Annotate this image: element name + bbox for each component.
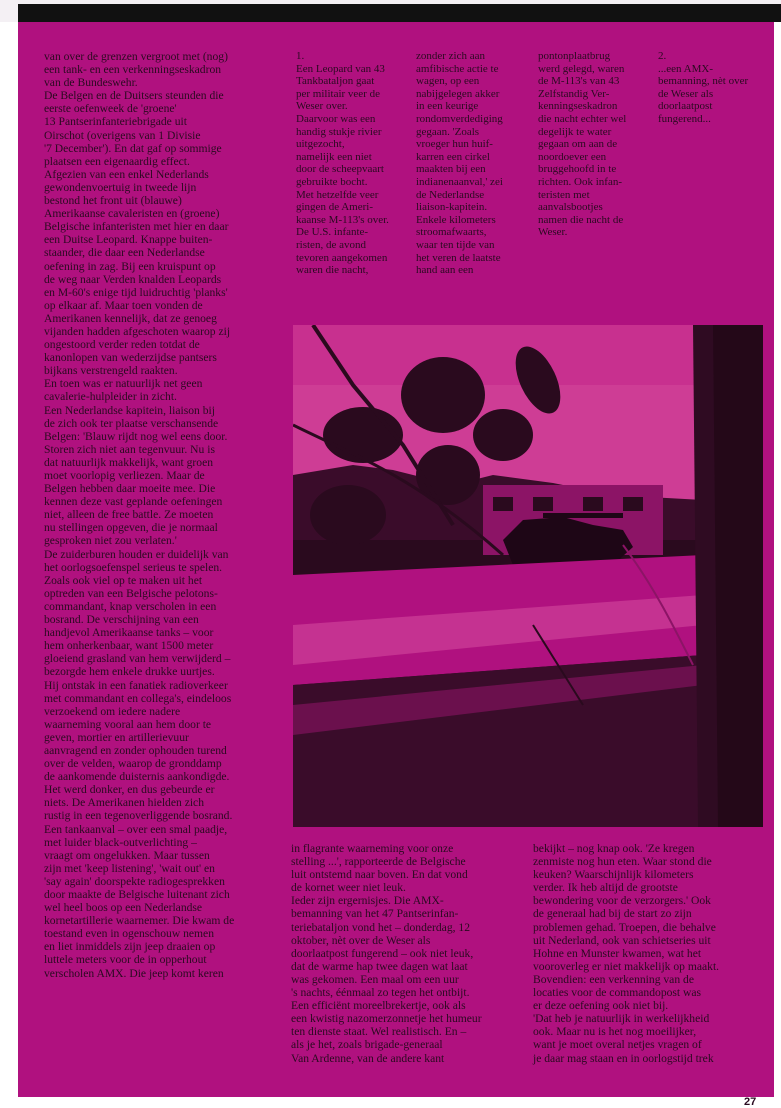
caption-column-3: pontonplaatbrug werd gelegd, waren de M-113's van 43 Zelfstandig Ver- kenningseskadron die nacht echter wel degelijk te water gegaan om aan de noordoever een bruggehoofd in te richten. Ook infan- teristen met aanvalsbootjes namen die nacht de Weser. [538, 50, 627, 239]
bottom-left-column-text: in flagrante waarneming voor onze stelling ...', rapporteerde de Belgische luit ontstemd naar boven. En dat vond de kornet weer niet leuk. Ieder zijn ergernisjes. Die AMX- bemanning van het 47 Pantserinfan- teriebataljon vond het – donderdag, 12 oktober, nèt over de Weser als doorlaatpost fungerend – ook niet leuk, dat de warme hap twee dagen wat laat was gekomen. Een maal om een uur 's nachts, éénmaal zo tegen het ontbijt. Een efficiënt moreelbrekertje, ook als een kwistig nazomerzonnetje het humeur ten dienste staat. Wel realistisch. En – als je het, zoals brigade-generaal Van Ardenne, van de andere kant [291, 842, 482, 1065]
caption-column-4: 2. ...een AMX- bemanning, nèt over de Weser als doorlaatpost fungerend... [658, 50, 749, 125]
caption-column-2: zonder zich aan amfibische actie te wagen, op een nabijgelegen akker in een keurige rondomverdediging gegaan. 'Zoals vroeger hun huif- karren een cirkel maakten bij een indianenaanval,' zei de Nederlandse liaison-kapitein. Enkele kilometers stroomafwaarts, waar ten tijde van het veren de laatste hand aan een [416, 50, 503, 277]
magazine-page [18, 22, 774, 1108]
top-border [0, 0, 781, 22]
page-number: 27 [744, 1096, 757, 1108]
left-column-text: van over de grenzen vergroot met (nog) een tank- en een verkenningseskadron van de Bundeswehr. De Belgen en de Duitsers steunden die eerste oefenweek de 'groene' 13 Pantserinfanteriebrigade uit Oirschot (overigens van 1 Divisie '7 December'). En dat gaf op sommige plaatsen een eigenaardig effect. Afgezien van een enkel Nederlands gewondenvoertuig in tweede lijn bestond het front uit (blauwe) Amerikaanse cavaleristen en (groene) Belgische infanteristen met hier en daar een Duitse Leopard. Knappe buiten- staander, die daar een Nederlandse oefening in zag. Bij een kruispunt op de weg naar Verden knalden Leopards en M-60's enige tijd luidruchtig 'planks' op elkaar af. Maar toen vonden de Amerikanen kennelijk, dat ze genoeg vijanden hadden afgeschoten waarop zij ongestoord verder reden totdat de kanonlopen van wederzijdse pantsers bijkans verstrengeld raakten. En toen was er natuurlijk net geen cavalerie-hulpleider in zicht. Een Nederlandse kapitein, liaison bij de zich ook ter plaatse verschansende Belgen: 'Blauw rijdt nog wel eens door. Storen zich niet aan tegenvuur. Nu is dat natuurlijk makkelijk, want groen moet voorlopig verliezen. Maar de Belgen hebben daar moeite mee. Die kennen deze vast geplande oefeningen niet, alleen de free battle. Ze moeten nu stellingen opgeven, die je normaal gesproken niet zou verlaten.' De zuiderburen houden er duidelijk van het oorlogsoefenspel serieus te spelen. Zoals ook viel op te maken uit het optreden van een Belgische pelotons- commandant, knap verscholen in een bosrand. De verschijning van een handjevol Amerikaanse tanks – voor hem onherkenbaar, want 1500 meter gloeiend grasland van hem verwijderd – bezorgde hem enkele drukke uurtjes. Hij ontstak in een fanatiek radioverkeer met commandant en collega's, eindeloos verzoekend om iedere nadere waarneming vooral aan hem door te geven, mortier en artillerievuur aanvragend en zonder ophouden turend over de velden, waarop de gronddamp de aankomende duisternis aankondigde. Het werd donker, en dus gebeurde er niets. De Amerikanen hielden zich rustig in een tegenoverliggende bosrand. Een tankaanval – over een smal paadje, met luider black-outverlichting – vraagt om ongelukken. Maar tussen zijn met 'keep listening', 'wait out' en 'say again' doorspekte radiogesprekken door maakte de Belgische luitenant zich wel heel boos op een Nederlandse kornetartillerie waarnemer. Die kwam de toestand even in ogenschouw nemen en liet inmiddels zijn jeep draaien op luttele meters voor de in opperhout verscholen AMX. Die jeep komt keren [44, 50, 235, 980]
top-black-strip [18, 4, 781, 22]
caption-column-1: 1. Een Leopard van 43 Tankbataljon gaat per militair veer de Weser over. Daarvoor was een handig stukje rivier uitgezocht, namelijk een niet door de scheepvaart gebruikte bocht. Met hetzelfde veer gingen de Ameri- kaanse M-113's over. De U.S. infante- risten, de avond tevoren aangekomen waren die nacht, [296, 50, 389, 277]
photo-image [293, 325, 763, 827]
photo-tank-river-crossing [293, 325, 763, 827]
bottom-right-column-text: bekijkt – nog knap ook. 'Ze kregen zenmiste nog hun eten. Waar stond die keuken? Waarschijnlijk kilometers verder. Ik heb altijd de grootste bewondering voor de verzorgers.' Ook de generaal had bij de start zo zijn problemen gehad. Troepen, die behalve uit Nederland, ook van schietseries uit Hohne en Munster kwamen, wat het vooroverleg er niet makkelijk op maakt. Bovendien: een verkenning van de locaties voor de commandopost was er deze oefening ook niet bij. 'Dat heb je natuurlijk in werkelijkheid ook. Maar nu is het nog moeilijker, want je moet overal netjes vragen of je daar mag staan en in oorlogstijd trek [533, 842, 720, 1065]
